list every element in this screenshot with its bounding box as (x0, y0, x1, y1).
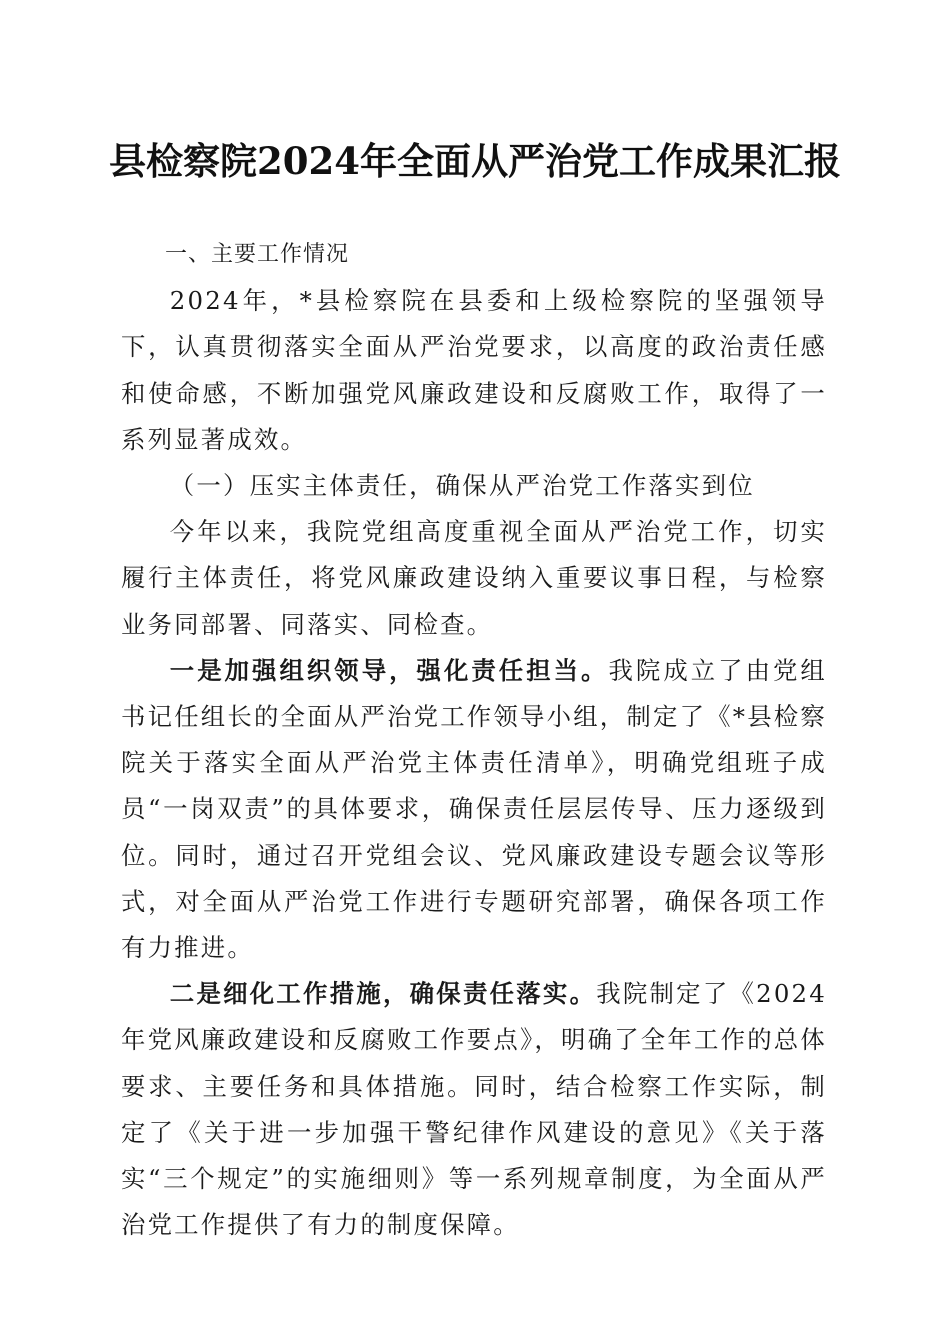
document-title: 县检察院2024年全面从严治党工作成果汇报 (109, 139, 841, 183)
point-two-lead: 二是细化工作措施，确保责任落实。 (169, 979, 597, 1009)
point-one-lead: 一是加强组织领导，强化责任担当。 (169, 655, 609, 685)
intro-paragraph: 2024年，*县检察院在县委和上级检察院的坚强领导下，认真贯彻落实全面从严治党要求，以高度的政治责任感和使命感，不断加强党风廉政建设和反腐败工作，取得了一系列显著成效。 (121, 286, 827, 454)
subsection-heading: （一）压实主体责任，确保从严治党工作落实到位 (169, 471, 755, 501)
section-heading: 一、主要工作情况 (165, 242, 350, 267)
point-one-text: 我院成立了由党组书记任组长的全面从严治党工作领导小组，制定了《*县检察院关于落实全面从严治党主体责任清单》，明确党组班子成员“一岗双责”的具体要求，确保责任层层传导、压力逐级到位。同时，通过召开党组会议、党风廉政建设专题会议等形式，对全面从严治党工作进行专题研究部署，确保各项工作有力推进。 (121, 655, 827, 963)
subsection-intro-paragraph: 今年以来，我院党组高度重视全面从严治党工作，切实履行主体责任，将党风廉政建设纳入重要议事日程，与检察业务同部署、同落实、同检查。 (121, 517, 827, 639)
point-one-paragraph (121, 648, 827, 971)
point-two-text: 我院制定了《2024年党风廉政建设和反腐败工作要点》，明确了全年工作的总体要求、主要任务和具体措施。同时，结合检察工作实际，制定了《关于进一步加强干警纪律作风建设的意见》《关于落实“三个规定”的实施细则》等一系列规章制度，为全面从严治党工作提供了有力的制度保障。 (121, 979, 827, 1240)
point-two-paragraph (121, 971, 827, 1248)
document-body (121, 232, 827, 1248)
